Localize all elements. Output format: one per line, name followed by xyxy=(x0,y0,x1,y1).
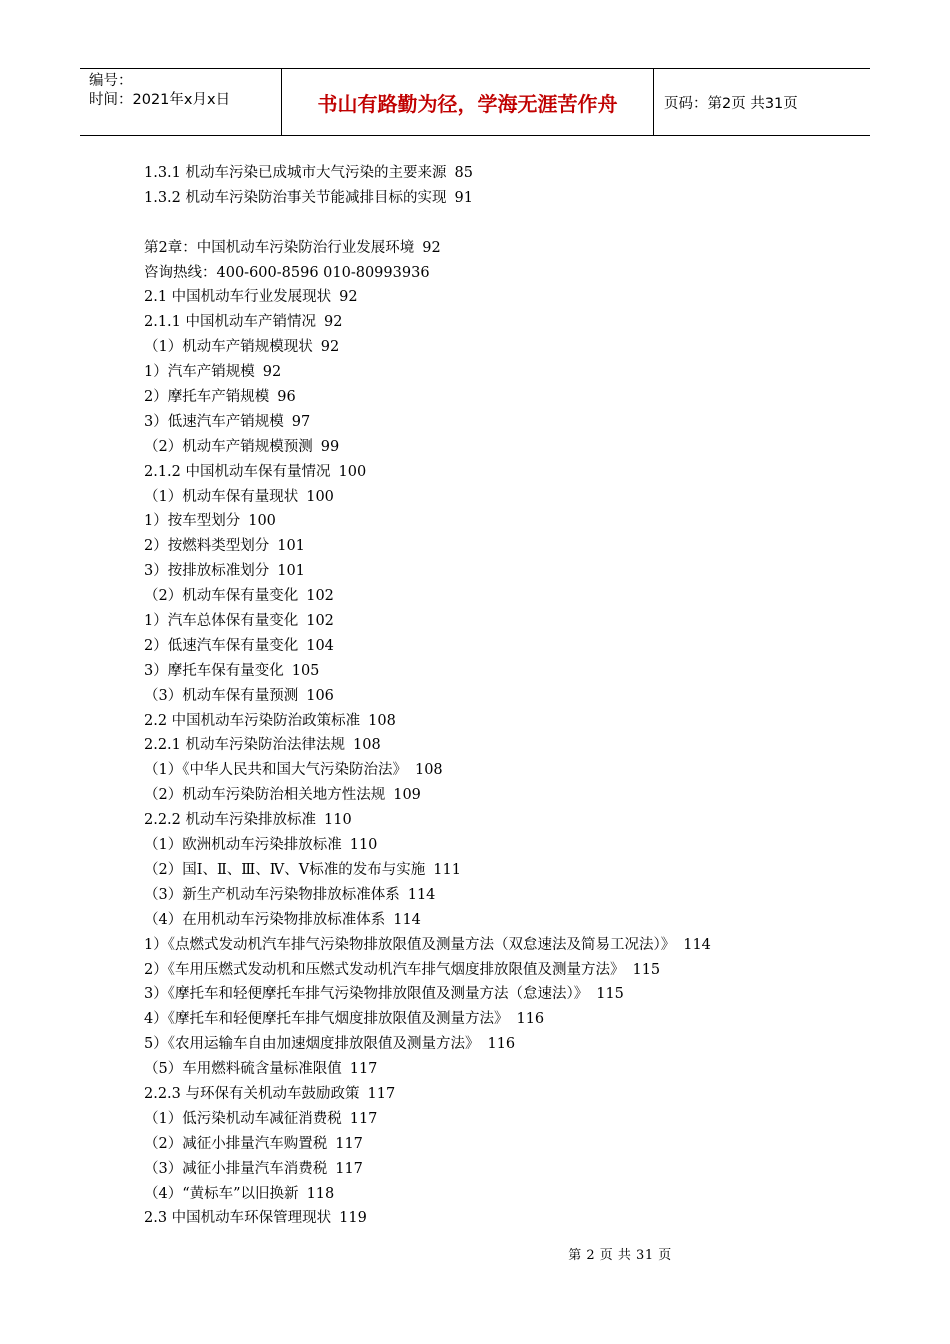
toc-entry xyxy=(144,858,844,883)
toc-entry-page: 100 xyxy=(248,513,276,530)
toc-entry-page: 108 xyxy=(353,737,381,754)
toc-entry xyxy=(144,1182,844,1207)
toc-entry-page: 100 xyxy=(306,488,334,505)
toc-entry xyxy=(144,285,844,310)
toc-entry-title: 1）汽车产销规模 xyxy=(144,364,255,381)
toc-entry xyxy=(144,634,844,659)
toc-entry-title: （1）欧洲机动车污染排放标准 xyxy=(144,837,342,854)
toc-entry xyxy=(144,833,844,858)
toc-entry-page: 117 xyxy=(349,1061,378,1078)
document-header xyxy=(80,68,870,136)
toc-entry xyxy=(144,186,844,211)
toc-entry-page: 110 xyxy=(349,837,378,854)
toc-entry-page: 115 xyxy=(632,961,661,978)
toc-entry xyxy=(144,211,844,236)
toc-entry-title: （2）减征小排量汽车购置税 xyxy=(144,1135,328,1152)
toc-entry-title: 3）低速汽车产销规模 xyxy=(144,413,284,430)
toc-entry-page: 115 xyxy=(596,986,624,1003)
toc-entry-page: 105 xyxy=(291,662,320,679)
toc-entry xyxy=(144,883,844,908)
toc-entry-title: （1）低污染机动车减征消费税 xyxy=(144,1110,342,1127)
toc-entry-page: 117 xyxy=(335,1135,363,1152)
toc-entry-title: （2）机动车污染防治相关地方性法规 xyxy=(144,787,386,804)
toc-entry-page: 91 xyxy=(454,189,473,206)
toc-entry xyxy=(144,236,844,261)
toc-entry-title: （2）机动车保有量变化 xyxy=(144,588,299,605)
toc-entry-title: 1.3.2 机动车污染防治事关节能减排目标的实现 xyxy=(144,189,447,206)
toc-entry-title: （3）机动车保有量预测 xyxy=(144,687,299,704)
toc-entry xyxy=(144,360,844,385)
toc-entry xyxy=(144,385,844,410)
toc-entry-title: 1）《点燃式发动机汽车排气污染物排放限值及测量方法（双怠速法及简易工况法）》 xyxy=(144,936,676,953)
toc-entry-page: 92 xyxy=(262,364,282,381)
toc-entry-title: （1）机动车产销规模现状 xyxy=(144,339,313,356)
toc-entry xyxy=(144,485,844,510)
toc-entry-title: 2.2.3 与环保有关机动车鼓励政策 xyxy=(144,1085,360,1102)
toc-entry-title: 2.2 中国机动车污染防治政策标准 xyxy=(144,712,361,729)
toc-entry xyxy=(144,609,844,634)
table-of-contents xyxy=(144,161,844,1231)
toc-entry-title: 2.2.1 机动车污染防治法律法规 xyxy=(144,737,346,754)
toc-entry-page: 102 xyxy=(306,588,334,605)
toc-entry xyxy=(144,709,844,734)
toc-entry xyxy=(144,733,844,758)
toc-entry xyxy=(144,435,844,460)
toc-entry-page: 116 xyxy=(516,1011,545,1028)
toc-entry-page: 116 xyxy=(487,1036,516,1053)
toc-entry-title: （4）在用机动车污染物排放标准体系 xyxy=(144,911,386,928)
toc-entry xyxy=(144,584,844,609)
toc-entry-page: 109 xyxy=(393,787,421,804)
toc-entry xyxy=(144,161,844,186)
toc-entry-title: 2.1 中国机动车行业发展现状 xyxy=(144,289,332,306)
toc-entry xyxy=(144,261,844,286)
header-motto: 书山有路勤为径，学海无涯苦作舟 xyxy=(282,69,654,135)
page-footer xyxy=(0,1244,950,1263)
toc-entry xyxy=(144,908,844,933)
time-label: 时间：2021年x月x日 xyxy=(89,92,231,108)
toc-entry xyxy=(144,783,844,808)
toc-entry-page: 99 xyxy=(320,438,340,455)
toc-entry-title: 2）按燃料类型划分 xyxy=(144,538,270,555)
toc-entry-page: 117 xyxy=(335,1160,363,1177)
toc-entry-page: 108 xyxy=(368,712,396,729)
toc-entry xyxy=(144,1206,844,1231)
toc-entry-title: （4）“黄标车”以旧换新 xyxy=(144,1185,299,1202)
header-meta xyxy=(80,69,282,135)
toc-entry-page: 102 xyxy=(306,613,334,630)
toc-entry-title: 2.1.2 中国机动车保有量情况 xyxy=(144,463,331,480)
toc-entry-page: 114 xyxy=(407,886,436,903)
toc-entry-title: （1）机动车保有量现状 xyxy=(144,488,299,505)
toc-entry-title: 1.3.1 机动车污染已成城市大气污染的主要来源 xyxy=(144,165,447,181)
toc-entry-title: 2.2.2 机动车污染排放标准 xyxy=(144,812,317,829)
toc-entry xyxy=(144,758,844,783)
number-label: 编号： xyxy=(89,73,133,89)
toc-entry xyxy=(144,335,844,360)
toc-entry-page: 92 xyxy=(422,239,441,256)
toc-entry-page: 101 xyxy=(277,563,305,580)
toc-entry-page: 118 xyxy=(306,1185,335,1202)
toc-entry-page: 100 xyxy=(338,463,367,480)
toc-entry-title: （1）《中华人民共和国大气污染防治法》 xyxy=(144,762,407,779)
toc-entry xyxy=(144,534,844,559)
toc-entry-title: （5）车用燃料硫含量标准限值 xyxy=(144,1061,342,1078)
header-page-info: 页码：第2页 共31页 xyxy=(664,95,798,112)
toc-entry-title: （2）国Ⅰ、Ⅱ、Ⅲ、Ⅳ、Ⅴ标准的发布与实施 xyxy=(144,861,426,878)
toc-entry-page: 92 xyxy=(324,314,343,331)
toc-entry-page: 96 xyxy=(277,389,296,406)
toc-entry-title: （3）新生产机动车污染物排放标准体系 xyxy=(144,886,400,903)
toc-entry-title: 3）按排放标准划分 xyxy=(144,563,270,580)
toc-entry-page: 117 xyxy=(349,1110,378,1127)
toc-entry-title: 2）摩托车产销规模 xyxy=(144,389,270,406)
toc-entry xyxy=(144,958,844,983)
toc-entry xyxy=(144,808,844,833)
toc-entry-title: 咨询热线：400-600-8596 010-80993936 xyxy=(144,264,430,281)
toc-entry xyxy=(144,1157,844,1182)
toc-entry xyxy=(144,933,844,958)
toc-entry xyxy=(144,559,844,584)
toc-entry xyxy=(144,1057,844,1082)
toc-entry-title: 1）汽车总体保有量变化 xyxy=(144,613,299,630)
toc-entry xyxy=(144,1082,844,1107)
toc-entry-title: 1）按车型划分 xyxy=(144,513,241,530)
toc-entry-page: 92 xyxy=(320,339,340,356)
toc-entry-page: 110 xyxy=(324,812,352,829)
toc-entry xyxy=(144,982,844,1007)
toc-entry-title: 第2章：中国机动车污染防治行业发展环境 xyxy=(144,239,415,256)
toc-entry-page: 106 xyxy=(306,687,334,704)
toc-entry-page: 101 xyxy=(277,538,305,555)
toc-entry-title: （3）减征小排量汽车消费税 xyxy=(144,1160,328,1177)
toc-entry xyxy=(144,659,844,684)
toc-entry xyxy=(144,1032,844,1057)
toc-entry xyxy=(144,410,844,435)
toc-entry-title: （2）机动车产销规模预测 xyxy=(144,438,313,455)
toc-entry-title: 2）低速汽车保有量变化 xyxy=(144,637,299,654)
toc-entry-page: 119 xyxy=(339,1210,367,1227)
toc-entry xyxy=(144,1132,844,1157)
toc-entry-page: 114 xyxy=(683,936,711,953)
footer-page-number: 第 2 页 共 31 页 xyxy=(568,1248,672,1263)
toc-entry-title: 2.1.1 中国机动车产销情况 xyxy=(144,314,317,331)
toc-entry-title: 2）《车用压燃式发动机和压燃式发动机汽车排气烟度排放限值及测量方法》 xyxy=(144,961,625,978)
toc-entry-title: 3）摩托车保有量变化 xyxy=(144,662,284,679)
toc-entry-title: 5）《农用运输车自由加速烟度排放限值及测量方法》 xyxy=(144,1036,480,1053)
toc-entry xyxy=(144,1007,844,1032)
toc-entry-page: 111 xyxy=(433,861,461,878)
toc-entry-page: 92 xyxy=(339,289,358,306)
toc-entry-page: 114 xyxy=(393,911,421,928)
toc-entry-title: 2.3 中国机动车环保管理现状 xyxy=(144,1210,332,1227)
toc-entry xyxy=(144,1107,844,1132)
toc-entry xyxy=(144,460,844,485)
toc-entry-page: 97 xyxy=(291,413,311,430)
toc-entry xyxy=(144,509,844,534)
toc-entry-page: 104 xyxy=(306,637,334,654)
toc-entry xyxy=(144,310,844,335)
toc-entry-title: 4）《摩托车和轻便摩托车排气烟度排放限值及测量方法》 xyxy=(144,1011,509,1028)
toc-entry-title: 3）《摩托车和轻便摩托车排气污染物排放限值及测量方法（怠速法）》 xyxy=(144,986,589,1003)
toc-entry xyxy=(144,684,844,709)
toc-entry-page: 108 xyxy=(414,762,443,779)
toc-entry-page: 117 xyxy=(367,1085,396,1102)
toc-entry-page: 85 xyxy=(454,165,473,181)
